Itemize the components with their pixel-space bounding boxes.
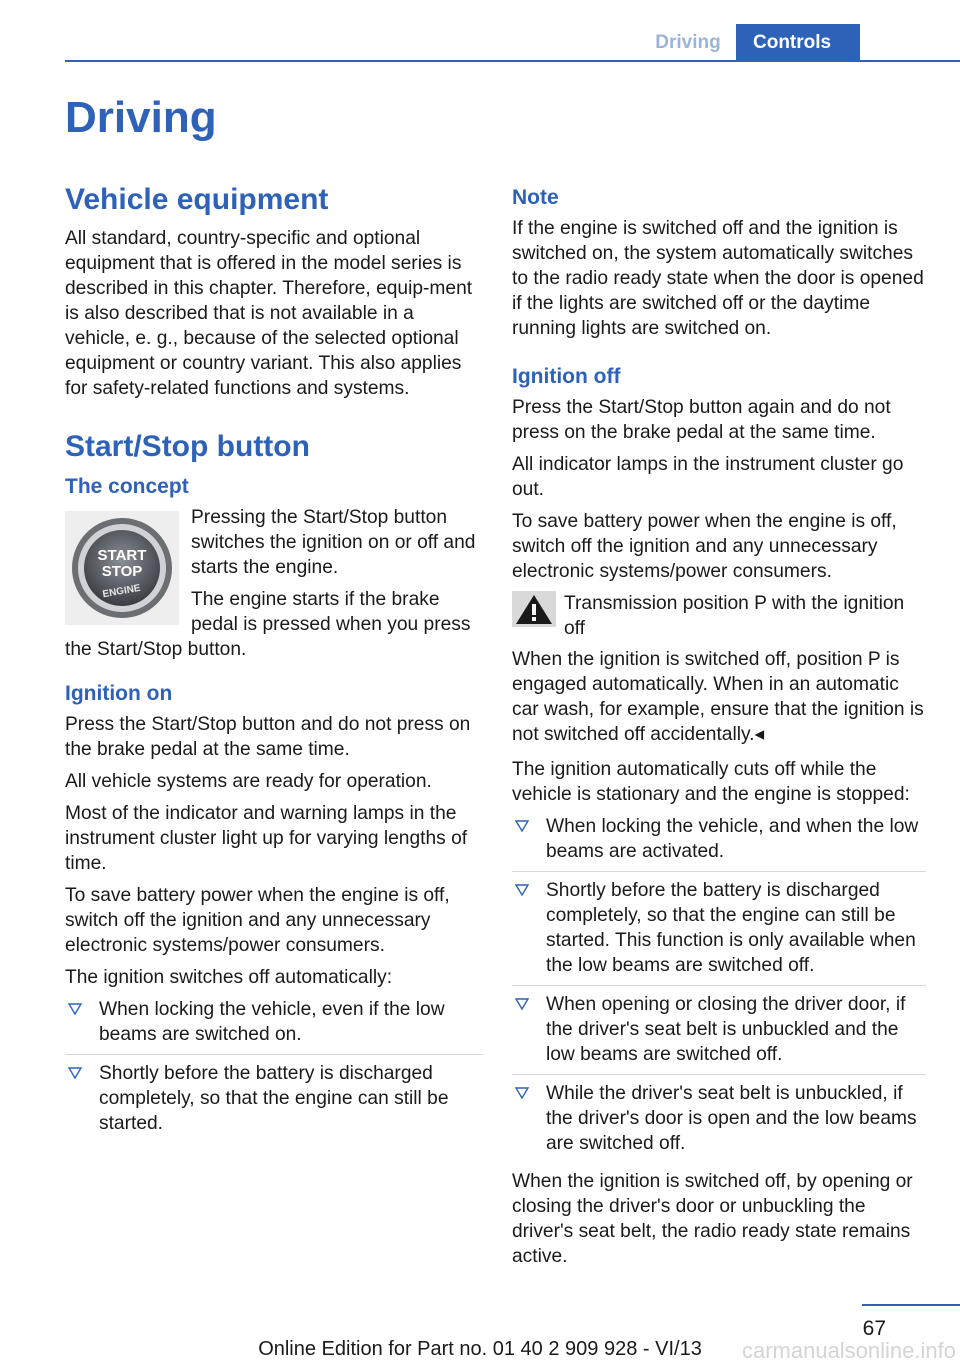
list-item xyxy=(65,1061,483,1143)
list-item xyxy=(65,997,483,1055)
button-label-stop: STOP xyxy=(101,563,143,580)
footer-edition: Online Edition for Part no. 01 40 2 909 928 - VI/13 xyxy=(258,1338,702,1360)
concept-block xyxy=(65,505,483,662)
auto-off-list xyxy=(65,997,483,1143)
triangle-bullet-icon xyxy=(514,882,530,898)
list-item xyxy=(512,992,926,1075)
list-item-text: When opening or closing the driver door, if the driver's seat belt is unbuckled and the low beams are switched off. xyxy=(546,994,906,1065)
vehicle-equipment-text: All standard, country-specific and optional equipment that is offered in the model series is described in this chapter. Therefore, equip‐ment is also described that is not available in a vehicle, e. g., because of the selected optional equipment or country variant. This also applies for safety-related functions and systems. xyxy=(65,228,473,399)
heading-vehicle-equipment: Vehicle equipment xyxy=(65,183,329,216)
start-stop-button-image xyxy=(65,511,179,625)
triangle-bullet-icon xyxy=(514,1085,530,1101)
heading-ignition-off: Ignition off xyxy=(512,365,621,388)
heading-the-concept: The concept xyxy=(65,475,189,498)
list-item xyxy=(512,878,926,986)
start-stop-button-icon xyxy=(70,516,174,620)
page-title: Driving xyxy=(65,93,217,142)
warning-text: When the ignition is switched off, position P is engaged automatically. When in an automatic car wash, for example, ensure that the ignition is not switched off accidentally.◂ xyxy=(512,649,924,745)
list-item-text: Shortly before the battery is discharged completely, so that the engine can still be started. xyxy=(99,1063,449,1134)
cutoff-conditions-list xyxy=(512,814,926,1163)
ignition-off-text-1: Press the Start/Stop button again and do not press on the brake pedal at the same time. xyxy=(512,397,891,443)
warning-block xyxy=(512,591,926,641)
watermark: carmanualsonline.info xyxy=(741,1338,956,1363)
ignition-on-text-3: Most of the indicator and warning lamps in the instrument cluster light up for varying lengths of time. xyxy=(65,803,468,874)
ignition-off-text-5: When the ignition is switched off, by opening or closing the driver's door or unbuckling the driver's seat belt, the radio ready state remains active. xyxy=(512,1171,913,1267)
warning-title: Transmission position P with the ignition off xyxy=(564,593,905,639)
heading-ignition-on: Ignition on xyxy=(65,682,173,705)
ignition-on-text-2: All vehicle systems are ready for operation. xyxy=(65,771,432,792)
button-label-start: START xyxy=(97,547,147,564)
list-item-text: Shortly before the battery is discharged completely, so that the engine can still be started. This function is only available when the low beams are switched off. xyxy=(546,880,916,976)
ignition-on-text-4: To save battery power when the engine is off, switch off the ignition and any unnecessary electronic systems/power consumers. xyxy=(65,885,450,956)
concept-text-2: The engine starts if the brake pedal is pressed when you press the Start/Stop button. xyxy=(65,589,471,660)
list-item-text: When locking the vehicle, and when the low beams are activated. xyxy=(546,816,919,862)
triangle-bullet-icon xyxy=(67,1065,83,1081)
warning-triangle-icon xyxy=(512,591,556,627)
ignition-off-text-4: The ignition automatically cuts off while the vehicle is stationary and the engine is stopped: xyxy=(512,759,910,805)
button-label-engine: ENGINE xyxy=(101,582,142,601)
heading-note: Note xyxy=(512,186,559,209)
note-text: If the engine is switched off and the ignition is switched on, the system automatically switches to the radio ready state when the door is opened if the lights are switched off or the daytime running lights are switched on. xyxy=(512,218,924,339)
ignition-on-text-1: Press the Start/Stop button and do not press on the brake pedal at the same time. xyxy=(65,714,471,760)
footer-rule xyxy=(862,1304,960,1306)
left-column xyxy=(65,182,483,1149)
page-number: 67 xyxy=(862,1317,886,1340)
triangle-bullet-icon xyxy=(514,818,530,834)
ignition-on-text-5: The ignition switches off automatically: xyxy=(65,967,393,988)
ignition-off-text-3: To save battery power when the engine is off, switch off the ignition and any unnecessary electronic systems/power consumers. xyxy=(512,511,897,582)
right-column xyxy=(512,184,926,1276)
ignition-off-text-2: All indicator lamps in the instrument cluster go out. xyxy=(512,454,904,500)
heading-start-stop-button: Start/Stop button xyxy=(65,430,310,463)
list-item-text: While the driver's seat belt is unbuckled, if the driver's door is open and the low beams are switched off. xyxy=(546,1083,917,1154)
list-item xyxy=(512,1081,926,1163)
header-rule xyxy=(65,60,960,62)
list-item xyxy=(512,814,926,872)
header-tab-driving: Driving xyxy=(655,32,721,53)
concept-text-1: Pressing the Start/Stop button switches the ignition on or off and starts the engine. xyxy=(191,507,476,578)
list-item-text: When locking the vehicle, even if the low beams are switched on. xyxy=(99,999,445,1045)
header-tab-controls: Controls xyxy=(736,24,860,62)
triangle-bullet-icon xyxy=(67,1001,83,1017)
triangle-bullet-icon xyxy=(514,996,530,1012)
